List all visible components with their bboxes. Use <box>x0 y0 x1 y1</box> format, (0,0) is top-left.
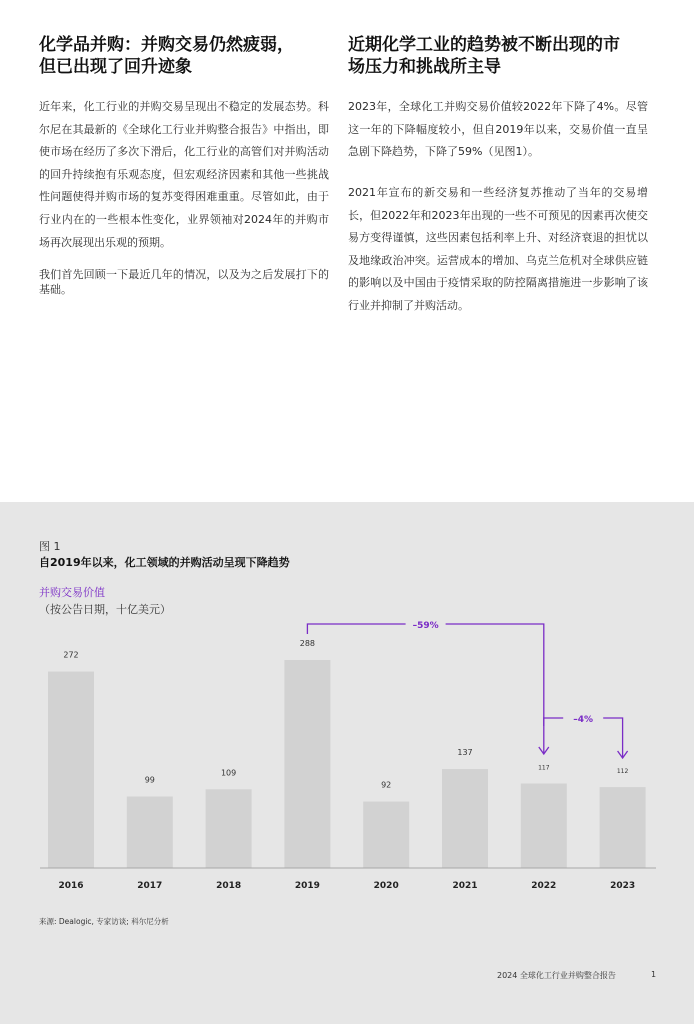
data-label-2022: 117 <box>538 764 550 772</box>
right-paragraph-1: 2023年，全球化工并购交易价值较2022年下降了4%。尽管这一年的下降幅度较小，但自2019年以来，交易价值一直呈急剧下降趋势，下降了59%（见图1）。 <box>348 100 648 159</box>
x-tick-2018: 2018 <box>216 881 242 891</box>
right-column <box>348 34 648 312</box>
data-label-2017: 99 <box>144 775 155 785</box>
data-label-2023: 112 <box>616 768 629 776</box>
bar-2019 <box>284 660 330 868</box>
data-label-2018: 109 <box>220 768 237 778</box>
x-tick-2016: 2016 <box>58 881 84 891</box>
data-label-2020: 92 <box>381 780 392 790</box>
right-heading-line2: 场压力和挑战所主导 <box>348 57 501 77</box>
left-heading <box>39 34 329 78</box>
right-heading-line1: 近期化学工业的趋势被不断出现的市 <box>348 35 620 55</box>
annotation-label-2022-2023: –4% <box>573 715 594 725</box>
left-heading-line2: 但已出现了回升迹象 <box>39 57 192 77</box>
left-column <box>39 34 329 296</box>
bar-2016 <box>48 672 94 868</box>
right-heading <box>348 34 648 78</box>
left-paragraph-2: 我们首先回顾一下最近几年的情况，以及为之后发展打下的基础。 <box>39 268 329 296</box>
data-label-2021: 137 <box>457 748 473 758</box>
x-tick-2022: 2022 <box>531 881 557 891</box>
x-tick-2020: 2020 <box>373 881 399 891</box>
data-label-2016: 272 <box>63 650 79 660</box>
figure-number: 图 1 <box>39 540 61 553</box>
bar-chart <box>0 502 694 902</box>
footer-report-title: 2024 全球化工行业并购整合报告 <box>497 971 616 980</box>
page-number: 1 <box>651 970 657 979</box>
figure-title: 自2019年以来，化工领域的并购活动呈现下降趋势 <box>39 556 290 569</box>
annotation-label-2019-2022: –59% <box>412 621 439 631</box>
bracket-2019-2022 <box>307 624 543 754</box>
x-tick-2021: 2021 <box>452 881 478 891</box>
bar-2020 <box>363 802 409 868</box>
chart-unit-label: （按公告日期，十亿美元） <box>39 603 171 616</box>
figure-source: 来源: Dealogic, 专家访谈; 科尔尼分析 <box>39 917 169 926</box>
bar-2017 <box>127 797 173 869</box>
x-tick-2019: 2019 <box>294 881 320 891</box>
left-heading-line1: 化学品并购：并购交易仍然疲弱， <box>39 35 294 55</box>
bar-2018 <box>206 789 252 868</box>
left-paragraph-1: 近年来，化工行业的并购交易呈现出不稳定的发展态势。科尔尼在其最新的《全球化工行业并购整合报告》中指出，即使市场在经历了多次下滑后，化工行业的高管们对并购活动的回升持续抱有乐观态度，但宏观经济因素和其他一些挑战性问题使得并购市场的复苏变得困难重重。尽管如此，由于行业内在的一些根本性变化，业界领袖对2024年的并购市场再次展现出乐观的预期。 <box>39 100 329 249</box>
bar-2022 <box>521 784 567 869</box>
data-label-2019: 288 <box>299 639 316 648</box>
x-tick-2017: 2017 <box>137 881 163 891</box>
figure-panel <box>0 502 694 1024</box>
x-tick-2023: 2023 <box>610 881 636 891</box>
right-paragraph-2: 2021年宣布的新交易和一些经济复苏推动了当年的交易增长，但2022年和2023年出现的一些不可预见的因素再次使交易方变得谨慎，这些因素包括利率上升、对经济衰退的担忧以及地缘政治冲突。运营成本的增加、乌克兰危机对全球供应链的影响以及中国由于疫情采取的防控隔离措施进一步影响了该行业并抑制了并购活动。 <box>348 186 648 312</box>
bar-2023 <box>600 787 646 868</box>
page-footer <box>0 970 694 984</box>
bar-2021 <box>442 769 488 868</box>
chart-series-label: 并购交易价值 <box>39 586 105 599</box>
